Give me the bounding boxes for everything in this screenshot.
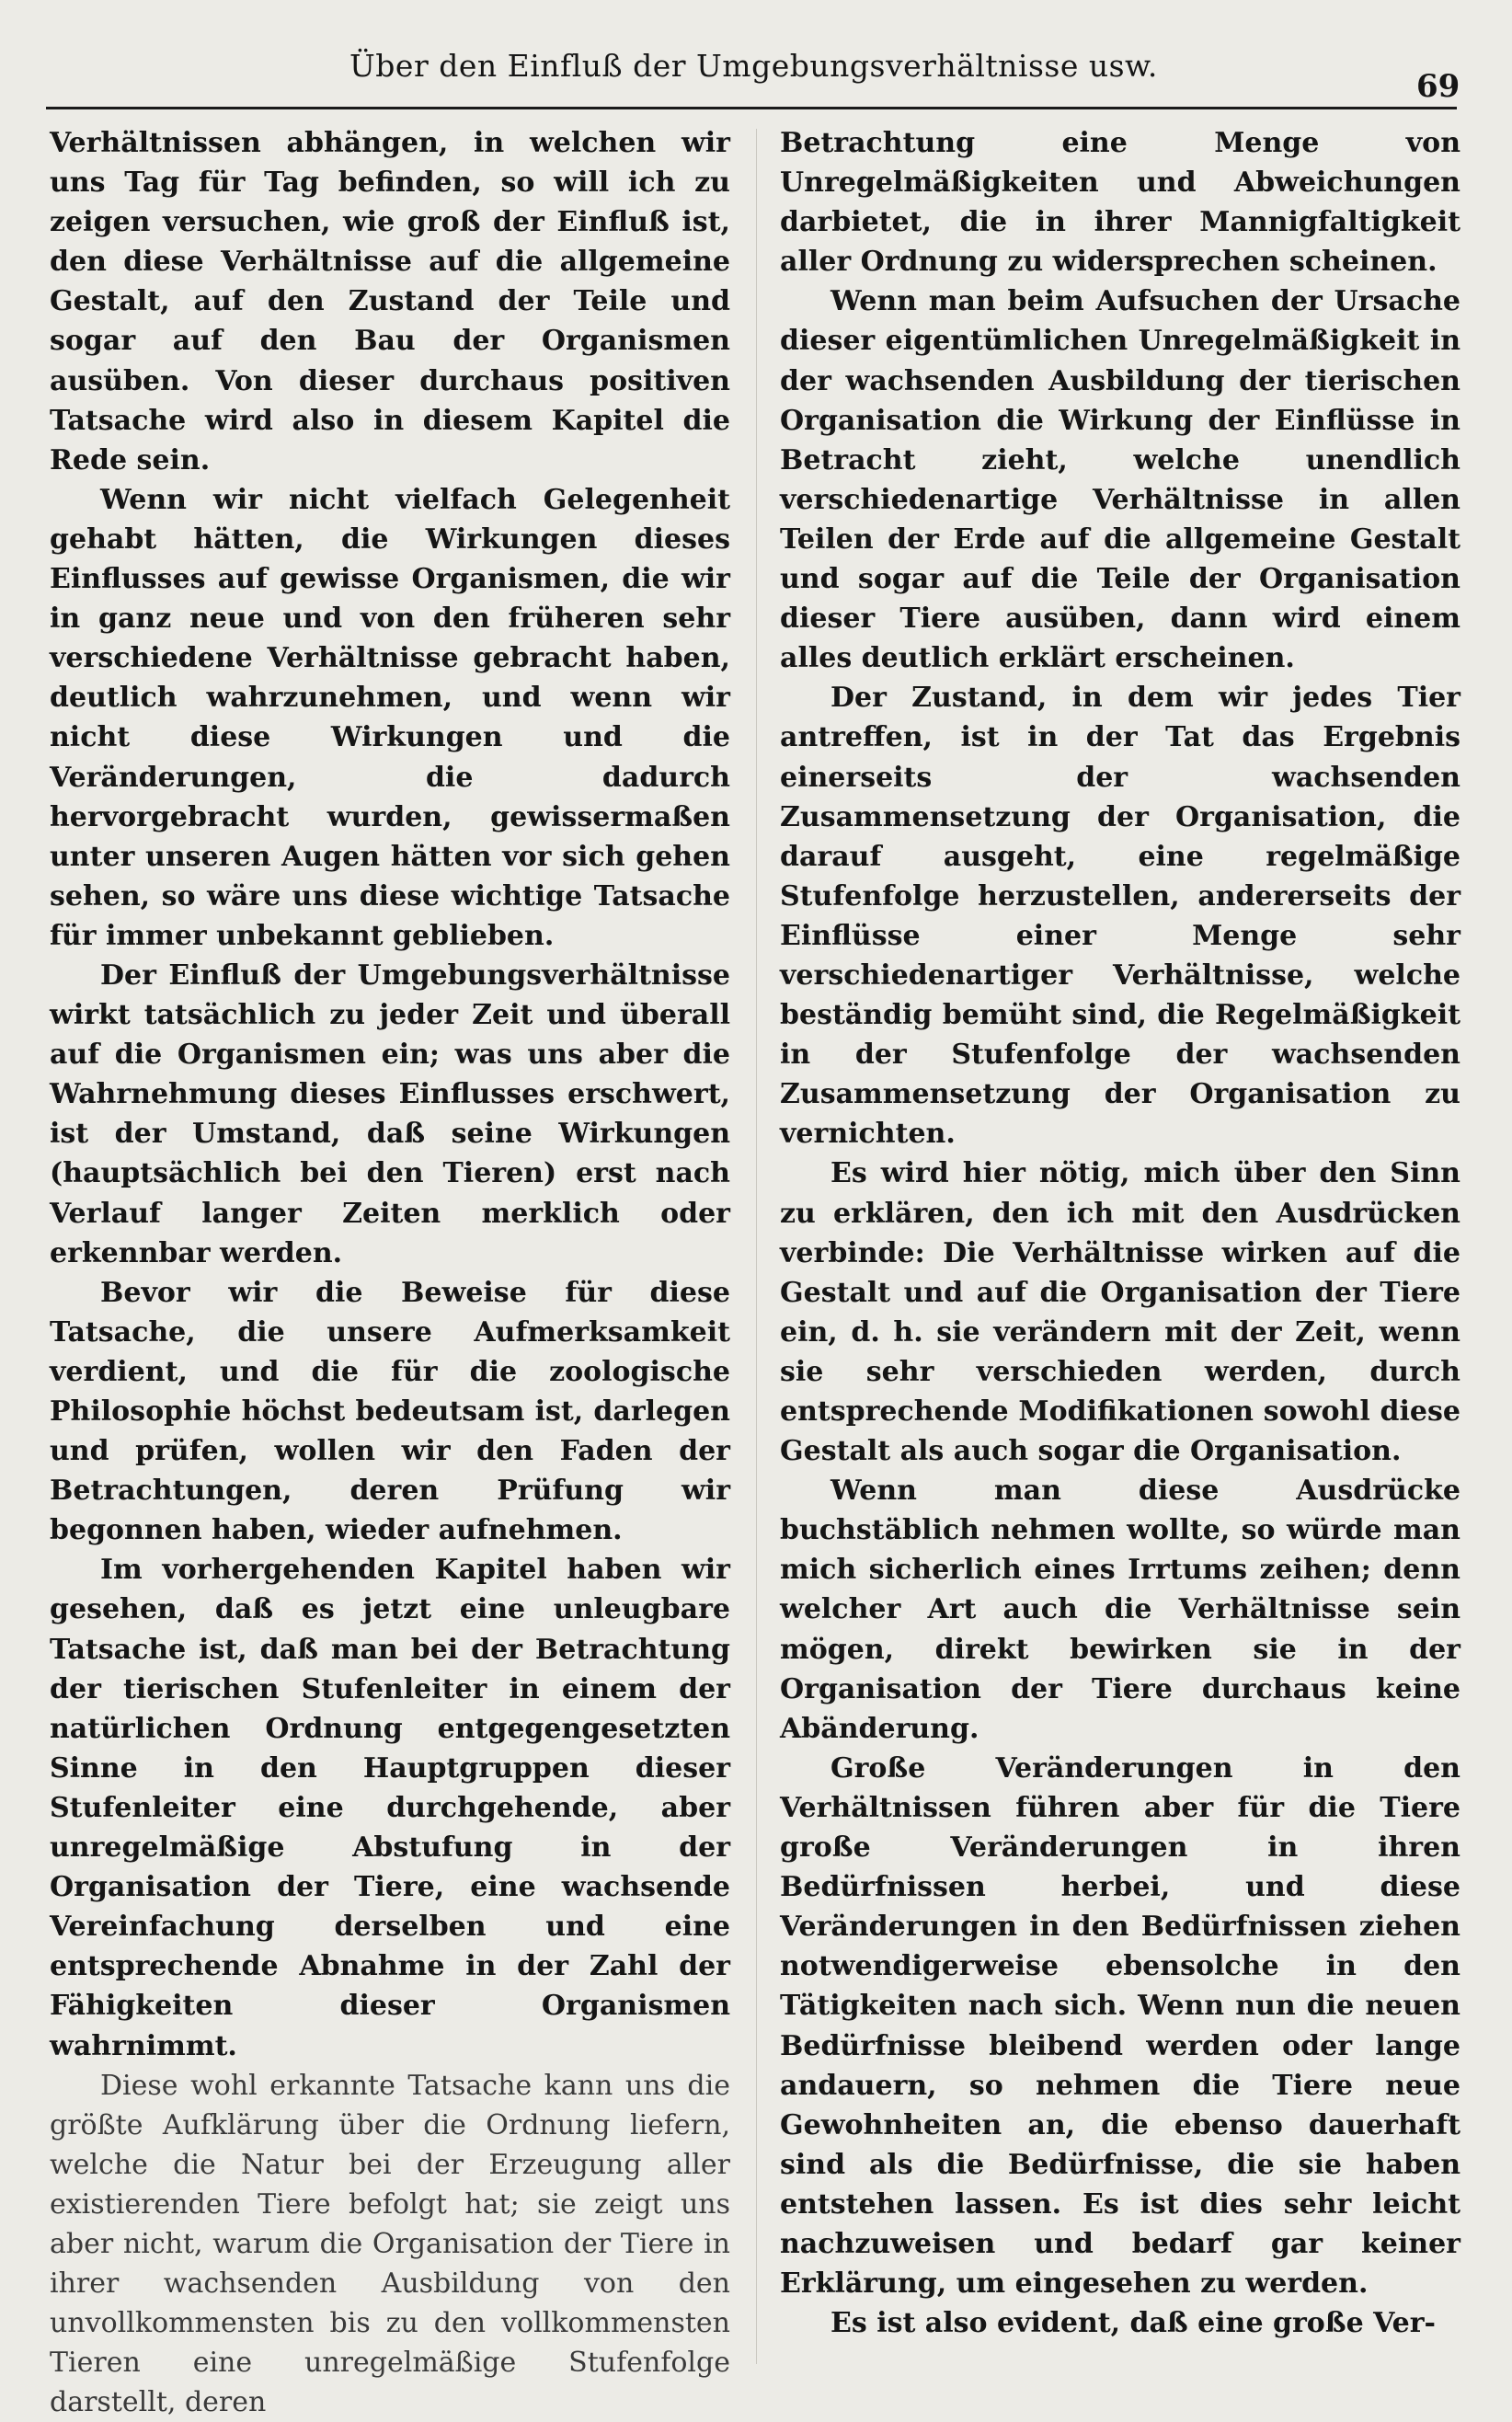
page-number: 69 [1416,68,1460,105]
paragraph: Wenn man diese Ausdrücke buchstäblich nehmen wollte, so würde man mich sicherlich eines Irrtums zeihen; denn welcher Art auch die Verhältnisse sein mögen, direkt bewirken sie in der Organisation der Tiere durchaus keine Abänderung. [780,1475,1460,1745]
paragraph: Bevor wir die Beweise für diese Tatsache, die unsere Aufmerksamkeit verdient, und die für die zoologische Philosophie höchst bedeutsam ist, darlegen und prüfen, wollen wir den Faden der Betrachtungen, deren Prüfung wir begonnen haben, wieder aufnehmen. [50,1276,730,1547]
paragraph: Es ist also evident, daß eine große Ver- [830,2307,1436,2340]
paragraph: Im vorhergehenden Kapitel haben wir gesehen, daß es jetzt eine unleugbare Tatsache ist, daß man bei der Betrachtung der tierischen Stufenleiter in einem der natürlichen Ordnung entgegengesetzten Sinne in den Hauptgruppen dieser Stufenleiter eine durchgehende, aber unregelmäßige Abstufung in der Organisation der Tiere, eine wachsende Vereinfachung derselben und eine entsprechende Abnahme in der Zahl der Fähigkeiten dieser Organismen wahrnimmt. [50,1554,730,2062]
column-divider [756,129,757,2364]
left-column [50,123,730,2422]
running-title: Über den Einfluß der Umgebungsverhältnisse usw. [349,48,1158,84]
right-column [780,123,1460,2343]
paragraph: Es wird hier nötig, mich über den Sinn zu erklären, den ich mit den Ausdrücken verbinde: Die Verhältnisse wirken auf die Gestalt und auf die Organisation der Tiere ein, d. h. sie verändern mit der Zeit, wenn sie sehr verschieden werden, durch entsprechende Modifikationen sowohl diese Gestalt als auch sogar die Organisation. [780,1157,1460,1468]
paragraph: Wenn wir nicht vielfach Gelegenheit gehabt hätten, die Wirkungen dieses Einflusses auf gewisse Organismen, die wir in ganz neue und von den früheren sehr verschiedene Verhältnisse gebracht haben, deutlich wahrzunehmen, und wenn wir nicht diese Wirkungen und die Veränderungen, die dadurch hervorgebracht wurden, gewissermaßen unter unseren Augen hätten vor sich gehen sehen, so wäre uns diese wichtige Tatsache für immer unbekannt geblieben. [50,483,730,952]
paragraph: Der Einfluß der Umgebungsverhältnisse wirkt tatsächlich zu jeder Zeit und überall auf die Organismen ein; was uns aber die Wahrnehmung dieses Einflusses erschwert, ist der Umstand, daß seine Wirkungen (hauptsächlich bei den Tieren) erst nach Verlauf langer Zeiten merklich oder erkennbar werden. [50,958,730,1269]
paragraph: Verhältnissen abhängen, in welchen wir uns Tag für Tag befinden, so will ich zu zeigen versuchen, wie groß der Einfluß ist, den diese Verhältnisse auf die allgemeine Gestalt, auf den Zustand der Teile und sogar auf den Bau der Organismen ausüben. Von dieser durchaus positiven Tatsache wird also in diesem Kapitel die Rede sein. [50,127,730,476]
paragraph: Der Zustand, in dem wir jedes Tier antreffen, ist in der Tat das Ergebnis einerseits der wachsenden Zusammensetzung der Organisation, die darauf ausgeht, eine regelmäßige Stufenfolge herzustellen, andererseits der Einflüsse einer Menge sehr verschiedenartiger Verhältnisse, welche beständig bemüht sind, die Regelmäßigkeit in der Stufenfolge der wachsenden Zusammensetzung der Organisation zu vernichten. [780,682,1460,1151]
paragraph: Betrachtung eine Menge von Unregelmäßigkeiten und Abweichungen darbietet, die in ihrer Mannigfaltigkeit aller Ordnung zu widersprechen scheinen. [780,127,1460,279]
paragraph: Diese wohl erkannte Tatsache kann uns die größte Aufklärung über die Ordnung liefern, welche die Natur bei der Erzeugung aller existierenden Tiere befolgt hat; sie zeigt uns aber nicht, warum die Organisation der Tiere in ihrer wachsenden Ausbildung von den unvollkommensten bis zu den vollkommensten Tieren eine unregelmäßige Stufenfolge darstellt, deren [50,2069,730,2419]
header-rule [46,107,1457,109]
paragraph: Wenn man beim Aufsuchen der Ursache dieser eigentümlichen Unregelmäßigkeit in der wachsenden Ausbildung der tierischen Organisation die Wirkung der Einflüsse in Betracht zieht, welche unendlich verschiedenartige Verhältnisse in allen Teilen der Erde auf die allgemeine Gestalt und sogar auf die Teile der Organisation dieser Tiere ausüben, dann wird einem alles deutlich erklärt erscheinen. [780,285,1460,675]
paragraph: Große Veränderungen in den Verhältnissen führen aber für die Tiere große Veränderungen in ihren Bedürfnissen herbei, und diese Veränderungen in den Bedürfnissen ziehen notwendigerweise ebensolche in den Tätigkeiten nach sich. Wenn nun die neuen Bedürfnisse bleibend werden oder lange andauern, so nehmen die Tiere neue Gewohnheiten an, die ebenso dauerhaft sind als die Bedürfnisse, die sie haben entstehen lassen. Es ist dies sehr leicht nachzuweisen und bedarf gar keiner Erklärung, um eingesehen zu werden. [780,1751,1460,2301]
